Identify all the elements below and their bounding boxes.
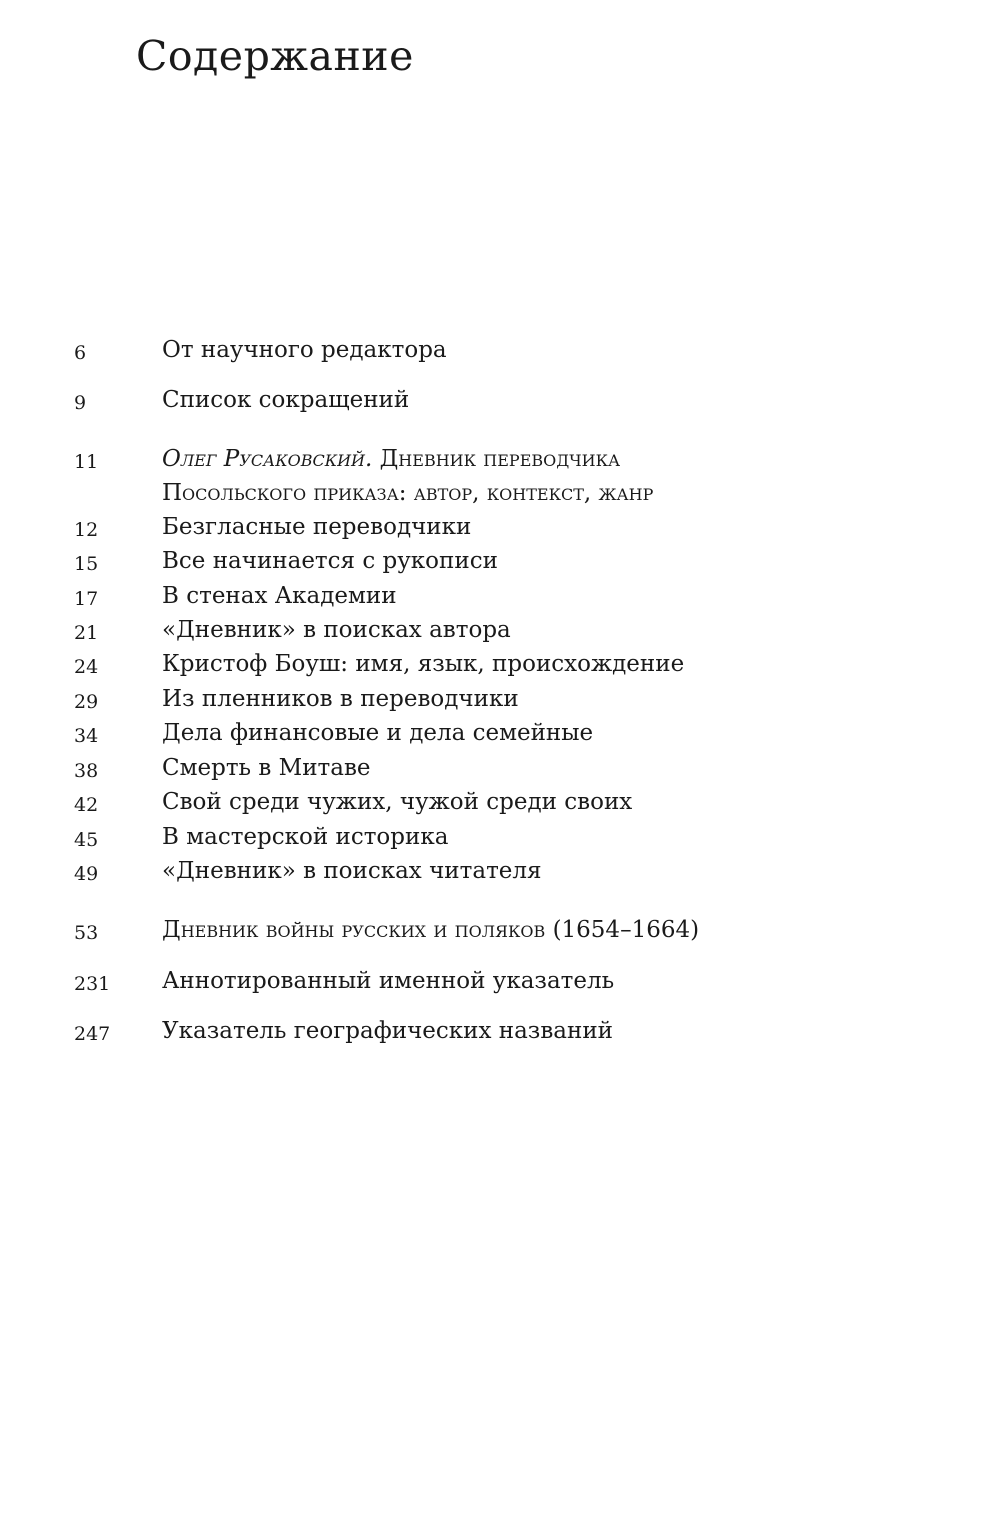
toc-entry-title-part: Дневник переводчика: [379, 446, 621, 472]
toc-entry[interactable]: [0, 716, 1000, 750]
toc-entry-title-continued: Посольского приказа: автор, контекст, жанр: [162, 480, 654, 506]
toc-entry-title: «Дневник» в поисках читателя: [162, 858, 542, 884]
toc-entry[interactable]: [0, 579, 1000, 613]
toc-entry[interactable]: [0, 964, 1000, 998]
toc-entry[interactable]: [0, 682, 1000, 716]
toc-entry[interactable]: [0, 333, 1000, 367]
toc-entry[interactable]: [0, 820, 1000, 854]
page-title: Содержание: [136, 32, 414, 80]
toc-page-number: 34: [74, 725, 99, 747]
toc-page-number: 42: [74, 794, 99, 816]
toc-entry-title: Список сокращений: [162, 387, 410, 413]
toc-entry[interactable]: [0, 383, 1000, 417]
toc-entry-title: В мастерской историка: [162, 824, 449, 850]
toc-page-number: 29: [74, 691, 99, 713]
toc-entry[interactable]: [0, 854, 1000, 888]
toc-page-number: 15: [74, 553, 99, 575]
toc-entry[interactable]: [0, 751, 1000, 785]
toc-entry[interactable]: [0, 913, 1000, 947]
toc-entry-title: [162, 913, 699, 947]
toc-entry-title: Дела финансовые и дела семейные: [162, 720, 594, 746]
toc-entry[interactable]: [0, 785, 1000, 819]
toc-page-number: 12: [74, 519, 99, 541]
toc-entry-title: В стенах Академии: [162, 583, 397, 609]
toc-entry-title: Безгласные переводчики: [162, 514, 472, 540]
toc-entry[interactable]: [0, 1014, 1000, 1048]
toc-entry-title: Все начинается с рукописи: [162, 548, 498, 574]
toc-entry-author: Олег Русаковский.: [162, 446, 373, 472]
toc-entry[interactable]: [0, 510, 1000, 544]
toc-entry-title: Кристоф Боуш: имя, язык, происхождение: [162, 651, 685, 677]
toc-page-number: 247: [74, 1023, 111, 1045]
toc-entry-title: «Дневник» в поисках автора: [162, 617, 511, 643]
toc-entry-title: Указатель географических названий: [162, 1018, 613, 1044]
toc-page-number: 53: [74, 922, 99, 944]
toc-page-number: 24: [74, 656, 99, 678]
toc-page-number: 231: [74, 973, 111, 995]
toc-entry[interactable]: [0, 613, 1000, 647]
toc-page-number: 11: [74, 451, 99, 473]
toc-entry[interactable]: [0, 544, 1000, 578]
toc-entry-years: (1654–1664): [552, 917, 700, 943]
toc-page-number: 6: [74, 342, 87, 364]
toc-entry-title: Из пленников в переводчики: [162, 686, 519, 712]
toc-entry-title-part: Дневник войны русских и поляков: [162, 917, 546, 943]
toc-entry-title: [162, 442, 620, 476]
toc-entry-title: Свой среди чужих, чужой среди своих: [162, 789, 633, 815]
toc-page-number: 49: [74, 863, 99, 885]
toc-entry[interactable]: [0, 442, 1000, 476]
toc-entry-title: Смерть в Митаве: [162, 755, 371, 781]
toc-entry-continuation[interactable]: [0, 476, 1000, 510]
toc-entry-title: От научного редактора: [162, 337, 447, 363]
toc-page-number: 45: [74, 829, 99, 851]
toc-page-number: 38: [74, 760, 99, 782]
toc-page-number: 21: [74, 622, 99, 644]
toc-page-number: 9: [74, 392, 87, 414]
toc-entry[interactable]: [0, 647, 1000, 681]
toc-entry-title: Аннотированный именной указатель: [162, 968, 615, 994]
toc-page-number: 17: [74, 588, 99, 610]
